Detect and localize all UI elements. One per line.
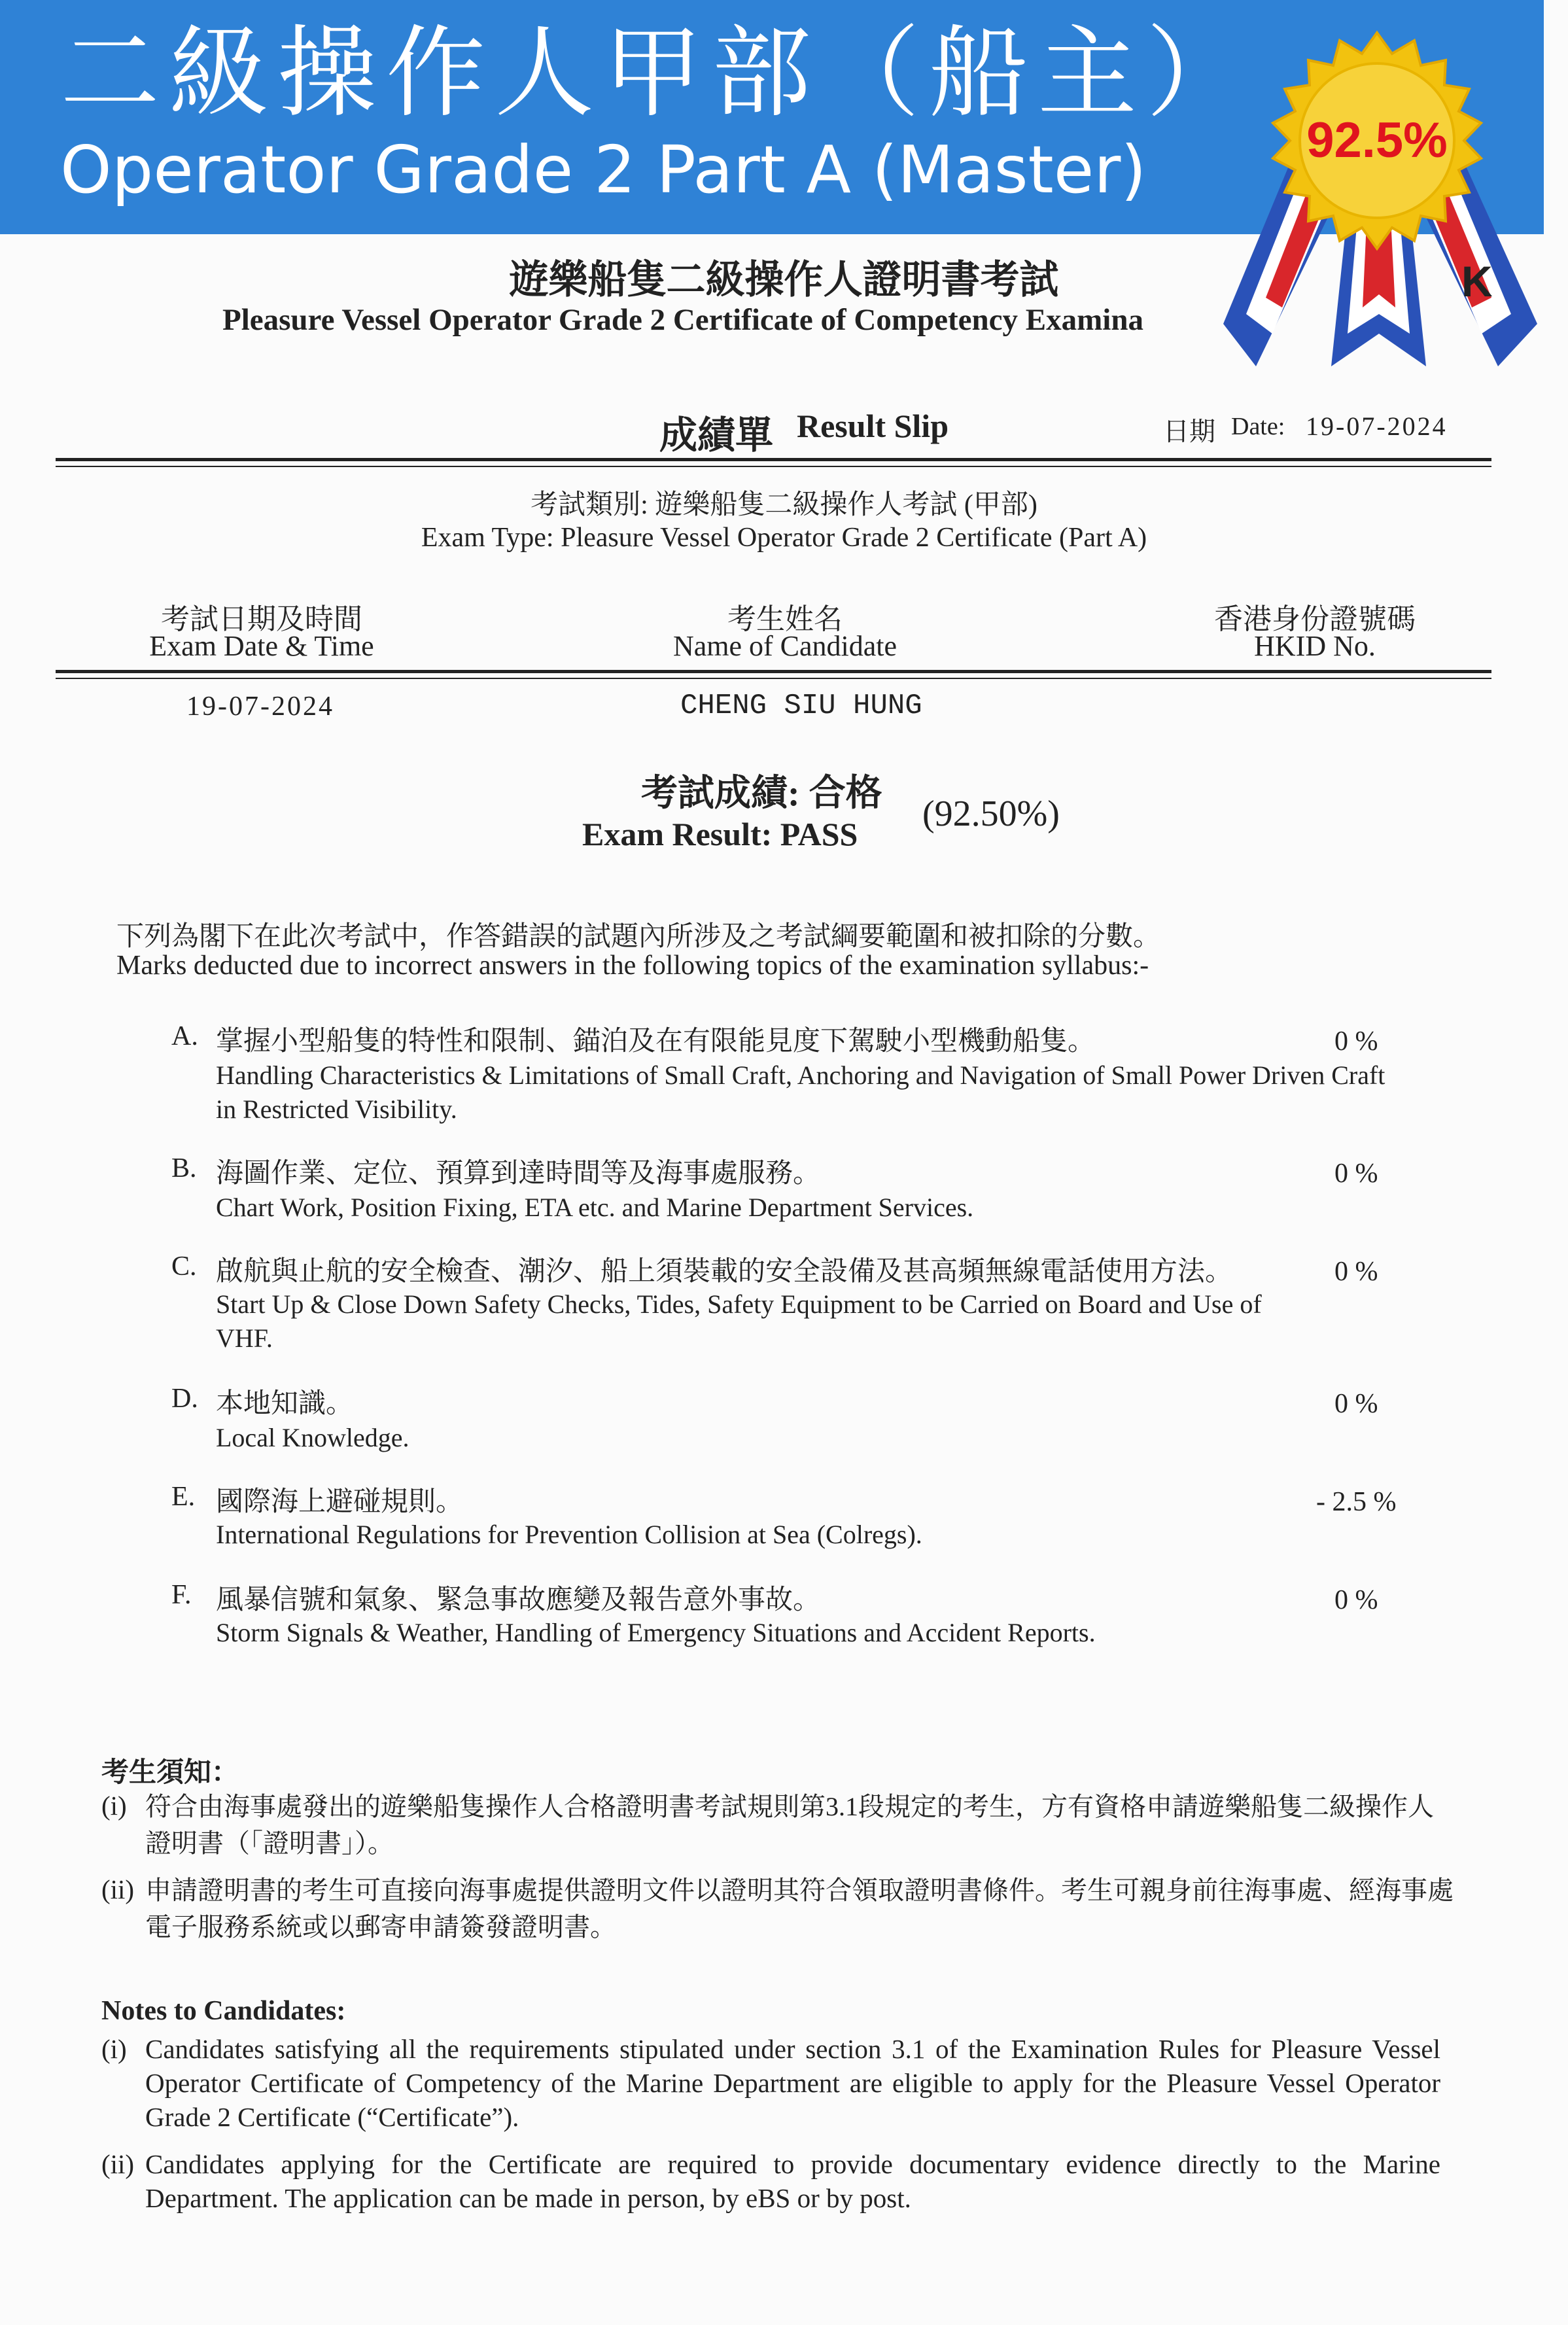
- divider: [56, 458, 1491, 461]
- header-corner-text: K: [1461, 257, 1493, 306]
- section-letter: B.: [171, 1153, 197, 1183]
- note-text-en: Candidates satisfying all the requirements stipulated under section 3.1 of the Examination Rules for Pleasure Vessel Operator Certificate of Competency of the Marine Department are eligible to apply for the Pleasure Vessel Operator Grade 2 Certificate (“Certificate”).: [145, 2034, 1440, 2132]
- section-title-en: Storm Signals & Weather, Handling of Emergency Situations and Accident Reports.: [216, 1618, 1096, 1647]
- date-label-en: Date:: [1231, 413, 1285, 440]
- section-title-en: International Regulations for Prevention Collision at Sea (Colregs).: [216, 1520, 922, 1549]
- note-number: (ii): [101, 2149, 135, 2179]
- col-name-en: Name of Candidate: [672, 630, 897, 662]
- section-letter: D.: [171, 1384, 198, 1414]
- section-title-zh: 國際海上避碰規則。: [216, 1487, 464, 1517]
- section-letter: E.: [171, 1482, 196, 1512]
- notes-title-zh: 考生須知：: [101, 1758, 239, 1788]
- exam-title-zh: 遊樂船隻二級操作人證明書考試: [509, 258, 1059, 302]
- col-name-zh: 考生姓名: [727, 603, 843, 635]
- col-hkid-en: HKID No.: [1254, 630, 1376, 662]
- divider: [56, 678, 1491, 679]
- banner-title-en: Operator Grade 2 Part A (Master): [60, 131, 1147, 208]
- candidate-name: CHENG SIU HUNG: [680, 690, 922, 722]
- divider: [56, 670, 1491, 673]
- date-label-zh: 日期: [1163, 417, 1215, 446]
- exam-type-en: Exam Type: Pleasure Vessel Operator Grade 2 Certificate (Part A): [421, 523, 1147, 553]
- note-text-zh: 符合由海事處發出的遊樂船隻操作人合格證明書考試規則第3.1段規定的考生，方有資格申請遊樂船隻二級操作人證明書（「證明書」）。: [145, 1792, 1434, 1858]
- note-number: (i): [101, 1791, 127, 1821]
- result-slip-label-en: Result Slip: [797, 408, 949, 444]
- exam-result-percent: (92.50%): [922, 794, 1060, 834]
- section-title-zh: 海圖作業、定位、預算到達時間等及海事處服務。: [216, 1159, 821, 1189]
- section-title-zh: 風暴信號和氣象、緊急事故應變及報告意外事故。: [216, 1585, 821, 1615]
- col-date-zh: 考試日期及時間: [161, 603, 362, 635]
- exam-type-zh: 考試類別: 遊樂船隻二級操作人考試 (甲部): [531, 490, 1037, 520]
- section-title-en: Start Up & Close Down Safety Checks, Tides, Safety Equipment to be Carried on Board and Use of VHF.: [216, 1289, 1262, 1353]
- section-letter: F.: [171, 1580, 192, 1610]
- section-letter: C.: [171, 1251, 197, 1282]
- section-mark: 0 %: [1334, 1389, 1378, 1419]
- section-mark: - 2.5 %: [1316, 1487, 1397, 1517]
- col-hkid-zh: 香港身份證號碼: [1214, 603, 1416, 635]
- exam-result-en: Exam Result: PASS: [582, 816, 858, 852]
- banner-title-zh: 二級操作人甲部（船主）: [60, 15, 1255, 131]
- exam-date-value: 19-07-2024: [186, 691, 334, 722]
- note-text-en: Candidates applying for the Certificate are required to provide documentary evidence directly to the Marine Department. The application can be made in person, by eBS or by post.: [145, 2149, 1440, 2213]
- section-title-en: Local Knowledge.: [216, 1423, 409, 1452]
- section-title-zh: 啟航與止航的安全檢查、潮汐、船上須裝載的安全設備及甚高頻無線電話使用方法。: [216, 1257, 1233, 1287]
- note-text-zh: 申請證明書的考生可直接向海事處提供證明文件以證明其符合領取證明書條件。考生可親身前往海事處、經海事處電子服務系統或以郵寄申請簽發證明書。: [145, 1876, 1454, 1942]
- note-number: (ii): [101, 1874, 135, 1904]
- section-title-zh: 掌握小型船隻的特性和限制、錨泊及在有限能見度下駕駛小型機動船隻。: [216, 1026, 1096, 1057]
- section-title-en: Handling Characteristics & Limitations of Small Craft, Anchoring and Navigation of Small Power Driven Craft in Restricted Visibility.: [216, 1060, 1385, 1124]
- slip-date: 19-07-2024: [1306, 411, 1448, 441]
- section-title-zh: 本地知識。: [216, 1389, 354, 1419]
- divider: [56, 466, 1491, 467]
- section-mark: 0 %: [1334, 1585, 1378, 1615]
- deduction-intro-en: Marks deducted due to incorrect answers in the following topics of the examination syllabus:-: [116, 951, 1149, 981]
- section-mark: 0 %: [1334, 1257, 1378, 1287]
- note-number: (i): [101, 2034, 127, 2064]
- score-badge: [1210, 26, 1550, 393]
- result-slip-label-zh: 成績單: [659, 414, 774, 457]
- section-title-en: Chart Work, Position Fixing, ETA etc. and Marine Department Services.: [216, 1193, 974, 1222]
- section-letter: A.: [171, 1021, 198, 1051]
- section-mark: 0 %: [1334, 1159, 1378, 1189]
- exam-title-en: Pleasure Vessel Operator Grade 2 Certificate of Competency Examina: [222, 303, 1143, 337]
- badge-score: 92.5%: [1306, 113, 1448, 168]
- notes-title-en: Notes to Candidates:: [101, 1996, 346, 2026]
- exam-result-zh: 考試成績: 合格: [641, 773, 882, 814]
- deduction-intro-zh: 下列為閣下在此次考試中，作答錯誤的試題內所涉及之考試綱要範圍和被扣除的分數。: [116, 922, 1161, 952]
- col-date-en: Exam Date & Time: [149, 630, 374, 662]
- section-mark: 0 %: [1334, 1026, 1378, 1057]
